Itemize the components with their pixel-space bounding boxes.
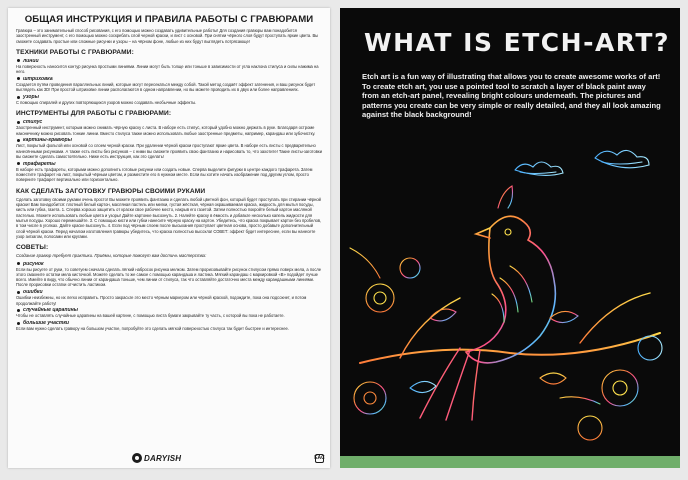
make-text: Сделать заготовку своими руками очень просто! Вы можете проявить фантазию и сделать любой цветной фон, который будет проступать при стирании чёрной краски! Вам понадобится: плотный белый картон, масляная пастель или мелки, густая жёсткая, чёрная окрашиваемая краска, жидкость для мытья посуды, кисть или губка, газета. 1. Сперва хорошо защитить от краски свое рабочее место, накрыв его газетой. Затем полностью покройте белый картон масляной пастелью. Можете использовать любые цвета и узоры! Дайте картонке высохнуть. 2. Налейте краску в ёмкость и добавьте несколько капель жидкости для мытья посуды. Хорошо перемешайте. 3. С помощью кисти или губки нанесите чёрную краску на картон. Убедитесь, что краска покрывает картон без пробелов, в том числе в уголках. Дайте краске высохнуть. 4. Если под чёрным слоем после высыхания проступает цветная основа, просто добавьте дополнительный слой чёрной краски. Перед началом изготовления гравюры убедитесь, что краска полностью высохла! СОВЕТ: эффект будет интереснее, если вы нанесете узор зигзагом, полосами или кругами. [16, 196, 322, 239]
etch-description: Etch art is a fun way of illustrating that allows you to create awesome works of art! To create etch art, you use a pointed tool to scratch a layer of black paint away from an etch-art panel, revealing bright colours underneath. The pictures and patterns you create can be very simple or really detailed, and they all look amazing against the black background! [362, 72, 661, 120]
tip-item-mistakes [16, 289, 322, 306]
certification-icon: EAC [314, 455, 325, 461]
brand-name: DARYISH [144, 453, 182, 463]
bullet-icon [17, 262, 20, 265]
brand-logo [132, 453, 181, 463]
green-strip [340, 456, 680, 468]
bird-etch-illustration-icon [340, 148, 680, 458]
item-text: С помощью спиралей и других повторяющихся узоров можно создавать необычные эффекты. [16, 100, 197, 106]
tips-heading: СОВЕТЫ: [16, 244, 49, 252]
item-text: На поверхность наносится контур рисунка простыми линиями. Линии могут быть толще или тоньше в зависимости от угла наклона стилуса и силы нажима на него. [16, 63, 319, 75]
item-text: Чтобы не оставлять случайные царапины на вашей картине, с помощью листа бумаги закрывайте ту часть, с которой вы пока не работаете. [16, 313, 285, 319]
tool-item-stencils [16, 161, 322, 183]
techniques-heading: ТЕХНИКИ РАБОТЫ С ГРАВЮРАМИ: [16, 48, 134, 56]
item-title: ошибки [23, 289, 43, 296]
bullet-icon [17, 162, 20, 165]
item-title: трафареты [23, 160, 56, 167]
technique-item-patterns [16, 94, 322, 105]
bullet-icon [17, 291, 20, 294]
item-text: Создается путём проведения параллельных линий, которые могут пересекаться между собой. Такой метод создаёт эффект затенения, и ваш рисунок будет выглядеть как 3D! При простой штриховке линии располагаются в одном направлении, но вы можете проводить их в двух или более направлениях. [16, 81, 316, 93]
item-text: Лист, покрытый фольгой или основой со слоем черной краски. При удалении чёрной краски проступают яркие цвета. В наборе есть листы с предварительно нанесёнными рисунками. А также есть листы без рисунков – с ними вы сможете проявить свою фантазию и нарисовать то, что захотите! Такие листы-заготовки вы сможете сделать самостоятельно. Ниже есть инструкция, как это сделать! [16, 143, 322, 160]
bullet-icon [17, 309, 20, 312]
tools-heading: ИНСТРУМЕНТЫ ДЛЯ РАБОТЫ С ГРАВЮРАМИ: [16, 110, 172, 118]
item-text: Ошибки неизбежны, но их легко исправить. Просто закрасьте это место чёрным маркером или чёрной краской, подождите, пока она подсохнет, и потом продолжайте работу! [16, 295, 307, 306]
bullet-icon [17, 77, 20, 80]
tip-item-drawing [16, 261, 322, 288]
etch-title: WHAT IS ETCH-ART? [364, 28, 670, 57]
tool-item-boards [16, 137, 322, 159]
tip-item-scratches [16, 307, 322, 318]
bullet-icon [17, 322, 20, 325]
item-title: большие участки [23, 320, 70, 327]
item-title: линии [23, 57, 39, 64]
bullet-icon [17, 121, 20, 124]
item-text: Если вы рисуете от руки, то советуем сначала сделать лёгкий набросок рисунка мелком. Затем прорисовывайте рисунок стилусом прямо поверх мела, а после этого смахните остатки мела кисточкой. Можете сделать то же самое с помощью карандаша и ластика. Мягкий карандаш с маркировкой «B» подойдет лучше всего. Имейте в виду, что обычно линии от карандаша тоньше, чем линии от стилуса, так что оставляйте достаточно места между карандашными линиями. После прорисовки остатки отчистить ластиком. [16, 266, 322, 288]
instruction-page [8, 8, 330, 468]
make-heading: КАК СДЕЛАТЬ ЗАГОТОВКУ ГРАВЮРЫ СВОИМИ РУКАМИ [16, 187, 206, 195]
item-title: штриховка [23, 75, 53, 82]
tips-intro: Создание гравюр требует практики. Приёмы, которые помогут вам достичь мастерства: [16, 253, 207, 259]
page-title: ОБЩАЯ ИНСТРУКЦИЯ И ПРАВИЛА РАБОТЫ С ГРАВЮРАМИ [24, 14, 314, 25]
item-text: Если вам нужно сделать гравюру на большом участке, попробуйте это сделать мягкой поверхностью стилуса так будет быстрее и интереснее. [16, 326, 289, 332]
tool-item-stylus [16, 119, 322, 136]
item-title: картины-гравюры [23, 137, 72, 144]
technique-item-hatching [16, 76, 322, 93]
item-title: случайные царапины [23, 307, 79, 314]
bullet-icon [17, 59, 20, 62]
item-title: узоры [23, 94, 40, 101]
technique-item-lines [16, 58, 322, 75]
item-title: рисунок [23, 260, 44, 267]
tip-item-large-areas [16, 320, 322, 331]
item-title: стилус [23, 119, 43, 126]
intro-text: Гравюра – это занимательный способ рисования, с его помощью можно создавать удивительные работы! Для создания гравюры вам понадобится заостренный инструмент, с его помощью можно соскребать слой черной краски, и лист с основой. При снятии чёрного слоя будут проступать яркие цвета. Вы сможете создавать простые или сложные рисунки и узоры – на чёрном фоне, любые из них будут выглядеть потрясающе! [16, 28, 319, 44]
etch-art-page [340, 8, 680, 468]
bullet-icon [17, 139, 20, 142]
bullet-icon [17, 96, 20, 99]
footer [8, 448, 330, 468]
item-text: В наборе есть трафареты, которыми можно дополнить готовые рисунки или создать новые. Сперва выделите фигурки в центре каждого трафарета. Затем поместите трафарет на лист, покрытый чёрным цветом, и разместите его в нужном месте. Если вы хотите начать изображение под другим углом, просто поверните трафарет вертикально или горизонтально. [16, 166, 313, 183]
brand-mark-icon [132, 453, 142, 463]
item-text: Заостренный инструмент, которым можно снимать чёрную краску с листа. В наборе есть стилус, который удобно можно держать в руке. Благодаря остроме наконечнику можно рисовать тонкие линии. Вместо стилуса также можно использовать любые заостренные предметы, например, карандаш или зубочистку. [16, 125, 316, 136]
